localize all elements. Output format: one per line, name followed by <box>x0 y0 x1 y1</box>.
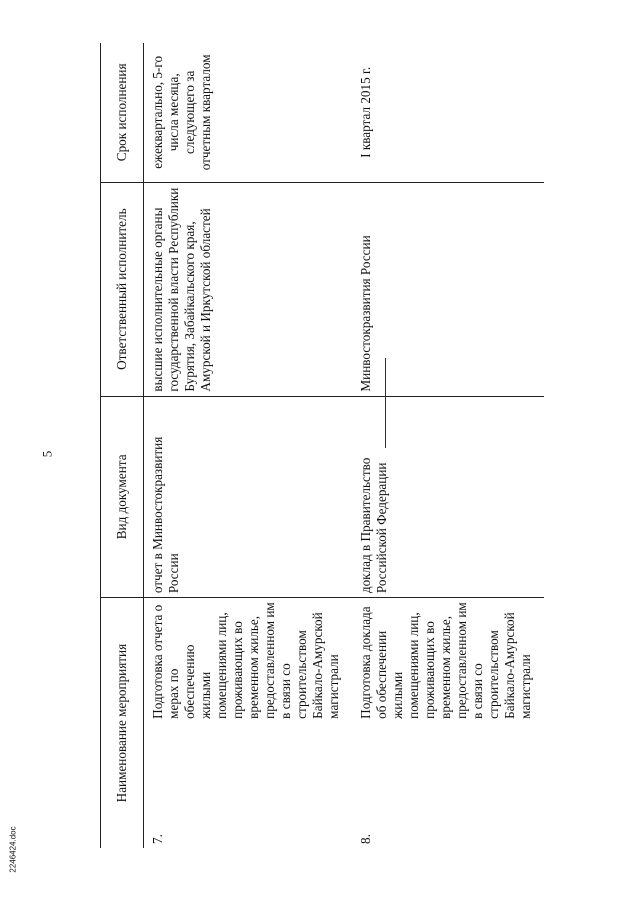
row-number: 8. <box>358 834 373 844</box>
table-row <box>352 43 544 848</box>
header-name: Наименование мероприятия <box>101 598 144 848</box>
page-number: 5 <box>39 450 55 458</box>
header-doc-type: Вид документа <box>101 396 144 598</box>
row-executor: Минвостокразвития России <box>352 182 544 396</box>
header-deadline: Срок исполнения <box>101 43 144 182</box>
row-doc-type: отчет в Минвостокразвития России <box>144 396 353 598</box>
row-doc-type: доклад в Правительство Российской Федерации <box>352 396 544 598</box>
end-rule <box>385 358 386 448</box>
rotated-table-container <box>100 43 605 848</box>
row-name: Подготовка отчета о мерах по обеспечению жилыми помещениями лиц, проживающих во временном жилье, предоставленном им в связи со строительством Байкало-Амурской магистрали <box>150 602 341 719</box>
rotated-table-inner <box>100 43 605 848</box>
header-executor: Ответственный исполнитель <box>101 182 144 396</box>
measures-table <box>100 43 544 848</box>
table-header-row <box>101 43 144 848</box>
footer-file-code: 2246424.doc <box>8 826 18 873</box>
row-deadline: ежеквартально, 5-го числа месяца, следующего за отчетным кварталом <box>144 43 353 182</box>
row-executor: высшие исполнительные органы государственной власти Республики Бурятия, Забайкальского края, Амурской и Иркутской областей <box>144 182 353 396</box>
row-deadline: I квартал 2015 г. <box>352 43 544 182</box>
table-row <box>144 43 353 848</box>
row-number: 7. <box>150 834 165 844</box>
row-name: Подготовка доклада об обеспечении жилыми помещениями лиц, проживающих во временном жилье, предоставленном им в связи со строительством Байкало-Амурской магистрали <box>358 602 533 719</box>
